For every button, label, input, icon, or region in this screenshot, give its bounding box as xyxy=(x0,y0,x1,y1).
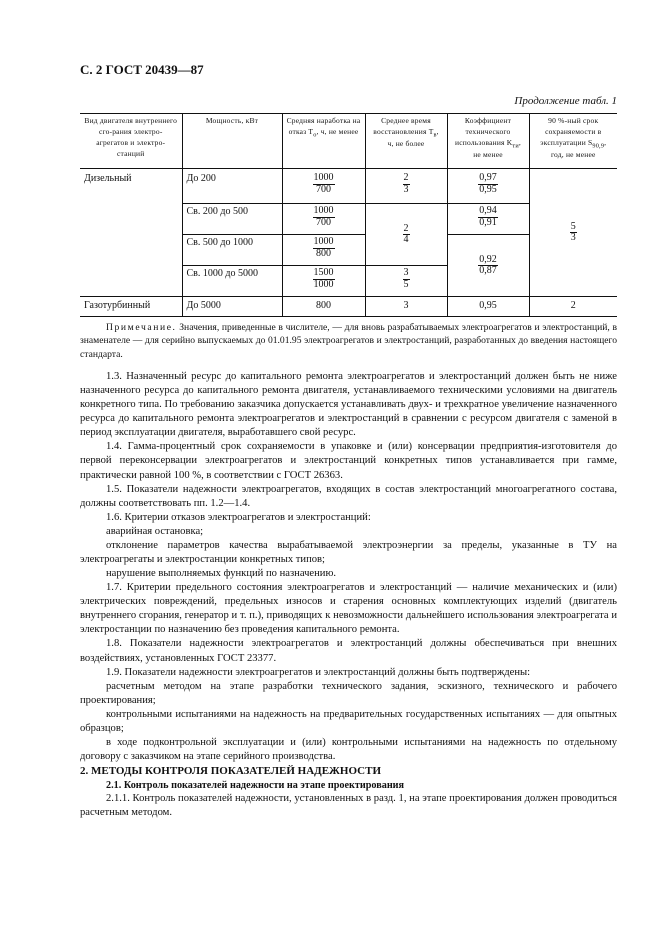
col-header-power: Мощность, кВт xyxy=(182,114,282,169)
cell-power: Св. 500 до 1000 xyxy=(182,235,282,266)
body-text xyxy=(80,370,617,821)
reliability-table xyxy=(80,113,617,317)
subsection-title: 2.1. Контроль показателей надежности на этапе проектирования xyxy=(106,779,405,791)
paragraph: 1.3. Назначенный ресурс до капитального ремонта электроагрегатов и электростанций должен быть не ниже назначенного ресурса до капитального ремонта двигателя, устанавливаемого техническими условиями на двигатель конкретного типа. По требованию заказчика допускается устанавливать двух- и трехкратное увеличение назначенного ресурса до капитального ремонта электроагрегатов и электростанций в сравнении с ресурсом двигателя с заменой в период эксплуатации двигателя, выработавшего свой ресурс. xyxy=(80,371,617,439)
cell-power: До 200 xyxy=(182,169,282,204)
note-text: Значения, приведенные в числителе, — для вновь разрабатываемых электроагрегатов и электростанций, в знаменателе — для серийно выпускаемых до 01.01.95 электроагрегатов и электростанций, разработанных до введения настоящего стандарта. xyxy=(80,322,617,360)
cell-utilization: $\frac{0,94}{0,91}$ xyxy=(447,204,529,235)
section-title: 2. МЕТОДЫ КОНТРОЛЯ ПОКАЗАТЕЛЕЙ НАДЕЖНОСТИ xyxy=(80,765,382,778)
col-header-type: Вид двигателя внутреннего сго-рания электро-агрегатов и электро-станций xyxy=(80,114,182,169)
page-header: С. 2 ГОСТ 20439—87 xyxy=(80,62,204,77)
paragraph: в ходе подконтрольной эксплуатации и (или) контрольными испытаниями на надежность по отдельному договору с заказчиком на этапе серийного производства. xyxy=(80,737,617,763)
cell-storage: 2 xyxy=(529,297,617,317)
table-note xyxy=(80,321,617,361)
paragraph: нарушение выполняемых функций по назначению. xyxy=(106,568,337,580)
paragraph: 1.6. Критерии отказов электроагрегатов и электростанций: xyxy=(106,511,371,523)
cell-mttr: $\frac{2}{3}$ xyxy=(365,169,447,204)
table-header-row xyxy=(80,114,617,169)
cell-utilization: 0,95 xyxy=(447,297,529,317)
cell-mtbf: $\frac{1000}{700}$ xyxy=(282,169,365,204)
col-header-mtbf: Средняя наработка на отказ $T_о$, ч, не менее xyxy=(282,114,365,169)
cell-engine-gasturbine: Газотурбинный xyxy=(80,297,182,317)
cell-mtbf: $\frac{1000}{800}$ xyxy=(282,235,365,266)
cell-engine-diesel: Дизельный xyxy=(84,173,132,184)
cell-mtbf: $\frac{1000}{700}$ xyxy=(282,204,365,235)
cell-storage: $\frac{5}{3}$ xyxy=(529,169,617,297)
note-label: Примечание. xyxy=(106,322,177,333)
col-header-mttr: Среднее время восстановления $T_в$, ч, не более xyxy=(365,114,447,169)
paragraph: 1.4. Гамма-процентный срок сохраняемости в упаковке и (или) консервации предприятия-изготовителя до первой переконсервации электроагрегатов и электростанций конкретных типов устанавливается при гамме, практически равной 100 %, в соответствии с ГОСТ 26363. xyxy=(80,441,617,481)
cell-utilization: $\frac{0,97}{0,95}$ xyxy=(447,169,529,204)
paragraph: 1.8. Показатели надежности электроагрегатов и электростанций должны обеспечиваться при внешних воздействиях, установленных ГОСТ 23377. xyxy=(80,638,617,664)
cell-utilization: $\frac{0,92}{0,87}$ xyxy=(447,235,529,297)
cell-power: Св. 200 до 500 xyxy=(182,204,282,235)
paragraph: 1.7. Критерии предельного состояния электроагрегатов и электростанций — наличие механических и (или) электрических повреждений, предельных износов и старения основных комплектующих изделий (двигатель внутреннего сгорания, генератор и т. п.), приводящих к невозможности дальнейшего использования электроагрегата и электростанции по назначению без проведения капитального ремонта. xyxy=(80,582,617,636)
cell-power: До 5000 xyxy=(182,297,282,317)
cell-mttr: $\frac{2}{4}$ xyxy=(365,204,447,266)
col-header-storage: 90 %-ный срок сохраняемости в эксплуатации $S_{90,9}$, год, не менее xyxy=(529,114,617,169)
cell-mttr: $\frac{3}{5}$ xyxy=(365,266,447,297)
table-row xyxy=(80,297,617,317)
paragraph: 1.9. Показатели надежности электроагрегатов и электростанций должны быть подтверждены: xyxy=(106,666,531,678)
paragraph: контрольными испытаниями на надежность на предварительных государственных испытаниях — для опытных образцов; xyxy=(80,708,617,734)
paragraph: аварийная остановка; xyxy=(106,525,204,537)
paragraph: 1.5. Показатели надежности электроагрегатов, входящих в состав электростанций многоагрегатного состава, должны соответствовать пп. 1.2—1.4. xyxy=(80,483,617,509)
table-continuation-label: Продолжение табл. 1 xyxy=(514,95,617,107)
col-header-utilization: Коэффициент технического использования $K_{ти}$, не менее xyxy=(447,114,529,169)
paragraph: 2.1.1. Контроль показателей надежности, установленных в разд. 1, на этапе проектирования должен проводиться расчетным методом. xyxy=(80,793,617,819)
cell-power: Св. 1000 до 5000 xyxy=(182,266,282,297)
cell-mtbf: 800 xyxy=(282,297,365,317)
table-row xyxy=(80,169,617,204)
cell-mttr: 3 xyxy=(365,297,447,317)
paragraph: расчетным методом на этапе разработки технического задания, эскизного, технического и рабочего проектирования; xyxy=(80,680,617,706)
cell-mtbf: $\frac{1500}{1000}$ xyxy=(282,266,365,297)
paragraph: отклонение параметров качества вырабатываемой электроэнергии за пределы, указанные в ТУ на электроагрегаты и электростанции конкретных типов; xyxy=(80,539,617,566)
